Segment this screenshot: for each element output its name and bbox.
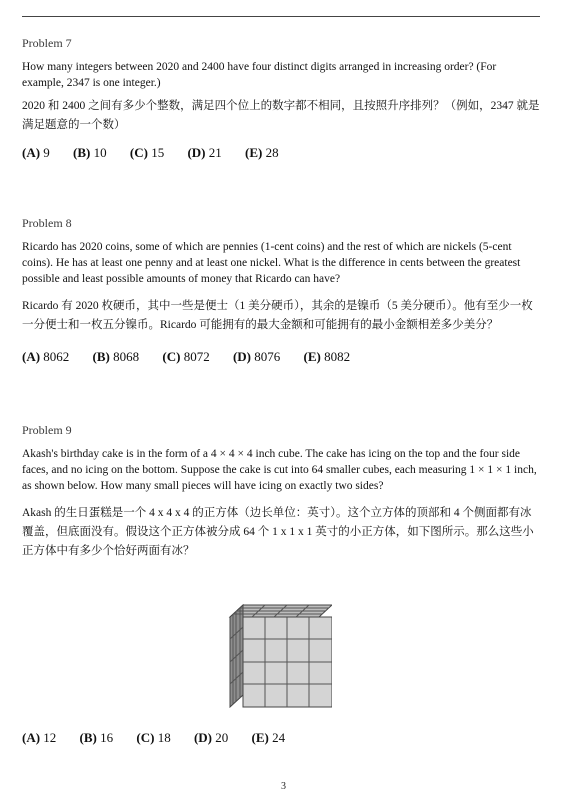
choice-letter: (B) (79, 730, 97, 745)
choice-letter: (D) (232, 349, 251, 364)
answer-choices (22, 145, 540, 161)
problem-text-zh: 2020 和 2400 之间有多少个整数，满足四个位上的数字都不相同，且按照升序排列？（例如，2347 就是满足题意的一个数） (22, 100, 540, 131)
choice-letter: (C) (162, 349, 181, 364)
problem-8 (22, 216, 540, 365)
problem-text-zh: Akash 的生日蛋糕是一个 4 x 4 x 4 的正方体（边长单位：英寸）。这个立方体的顶部和 4 个侧面都有冰覆盖，但底面没有。假设这个正方体被分成 64 个 1 x 1 x 1 英寸的小正方体，如下图所示。那么这些小正方体中有多少个恰好两面有冰？ (22, 507, 534, 557)
choice-value: 20 (215, 730, 229, 745)
choice-letter: (D) (193, 730, 212, 745)
answer-choices (22, 730, 540, 746)
choice-letter: (C) (129, 145, 148, 160)
choice-value: 12 (43, 730, 57, 745)
choice-letter: (A) (22, 349, 41, 364)
choice-e[interactable] (303, 349, 350, 365)
choice-a[interactable] (22, 730, 56, 746)
choice-value: 24 (272, 730, 286, 745)
choice-value: 9 (43, 145, 50, 160)
choice-value: 8076 (254, 349, 281, 364)
choice-d[interactable] (233, 349, 280, 365)
choice-value: 10 (93, 145, 107, 160)
choice-value: 8072 (183, 349, 210, 364)
choice-c[interactable] (136, 730, 170, 746)
choice-e[interactable] (251, 730, 285, 746)
choice-e[interactable] (245, 145, 279, 161)
problem-text-zh: Ricardo 有 2020 枚硬币，其中一些是便士（1 美分硬币），其余的是镍币（5 美分硬币）。他有至少一枚一分便士和一枚五分镍币。Ricardo 可能拥有的最大金额和可能拥有的最小金额相差多少美分？ (22, 300, 533, 331)
choice-a[interactable] (22, 145, 50, 161)
choice-letter: (E) (303, 349, 321, 364)
choice-letter: (E) (251, 730, 269, 745)
choice-letter: (E) (244, 145, 263, 160)
choice-value: 16 (100, 730, 114, 745)
choice-letter: (B) (92, 349, 110, 364)
problem-9-choices (22, 730, 540, 746)
problem-title: Problem 7 (22, 36, 72, 50)
choice-value: 8082 (324, 349, 351, 364)
choice-letter: (B) (73, 145, 91, 160)
problem-text-en: How many integers between 2020 and 2400 have four distinct digits arranged in increasing order? (For example, 2347 is one integer.) (22, 61, 497, 89)
top-rule (22, 16, 540, 17)
problem-title: Problem 9 (22, 423, 72, 437)
choice-value: 28 (265, 145, 279, 160)
choice-value: 21 (208, 145, 222, 160)
problem-text-en: Akash's birthday cake is in the form of a 4 × 4 × 4 inch cube. The cake has icing on the top and the four side faces, and no icing on the bottom. Suppose the cake is cut into 64 smaller cubes, each measuring 1 × 1 × 1 inch, as shown below. How many small pieces will have icing on exactly two sides? (22, 448, 537, 492)
choice-b[interactable] (93, 349, 140, 365)
problem-9 (22, 423, 540, 561)
choice-letter: (A) (22, 145, 41, 160)
choice-a[interactable] (22, 349, 69, 365)
choice-letter: (C) (136, 730, 155, 745)
choice-b[interactable] (73, 145, 107, 161)
choice-letter: (D) (187, 145, 206, 160)
choice-b[interactable] (80, 730, 114, 746)
page-number: 3 (281, 781, 286, 792)
choice-c[interactable] (130, 145, 164, 161)
choice-d[interactable] (187, 145, 221, 161)
choice-value: 18 (157, 730, 171, 745)
choice-value: 15 (151, 145, 165, 160)
choice-d[interactable] (194, 730, 228, 746)
choice-letter: (A) (22, 730, 41, 745)
cube-4x4x4-icon (228, 604, 332, 708)
problem-title: Problem 8 (22, 216, 72, 230)
choice-value: 8068 (113, 349, 140, 364)
choice-c[interactable] (162, 349, 209, 365)
problem-text-en: Ricardo has 2020 coins, some of which are pennies (1-cent coins) and the rest of which are nickels (5-cent coins). He has at least one penny and at least one nickel. What is the difference in cents between the greatest possible and least possible amounts of money that Ricardo can have? (22, 241, 521, 285)
answer-choices (22, 349, 540, 365)
cube-figure (228, 604, 332, 708)
problem-7 (22, 36, 540, 161)
choice-value: 8062 (43, 349, 70, 364)
